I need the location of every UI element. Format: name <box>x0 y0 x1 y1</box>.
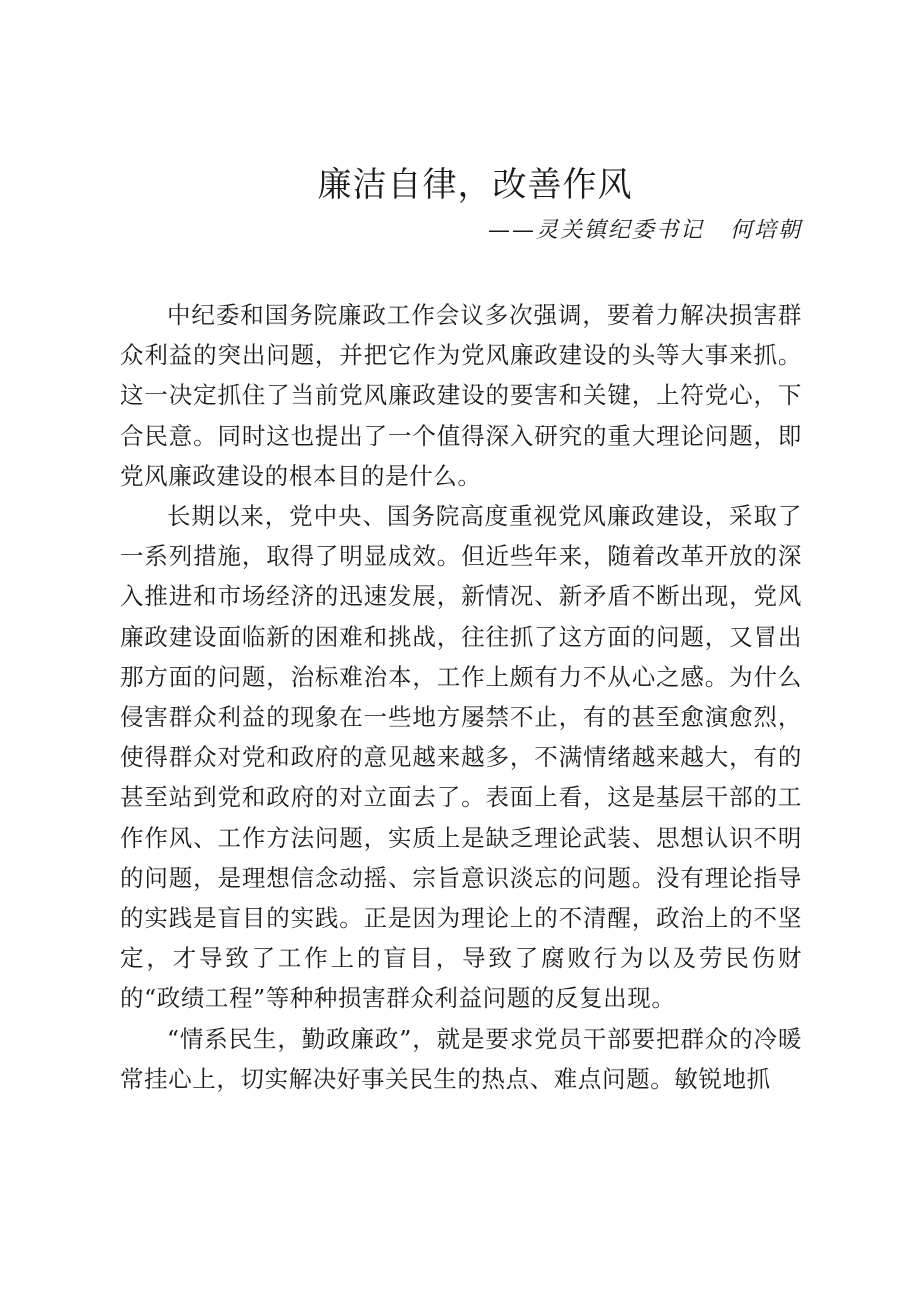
byline-position: ——灵关镇纪委书记 <box>487 218 704 243</box>
document-title: 廉洁自律，改善作风 <box>317 165 633 205</box>
article-body <box>120 295 802 1099</box>
paragraph-3: “情系民生，勤政廉政”，就是要求党员干部要把群众的冷暖常挂心上，切实解决好事关民生的热点、难点问题。敏锐地抓 <box>120 1024 802 1093</box>
paragraph-2: 长期以来，党中央、国务院高度重视党风廉政建设，采取了一系列措施，取得了明显成效。但近些年来，随着改革开放的深入推进和市场经济的迅速发展，新情况、新矛盾不断出现，党风廉政建设面临新的困难和挑战，往往抓了这方面的问题，又冒出那方面的问题，治标难治本，工作上颇有力不从心之感。为什么侵害群众利益的现象在一些地方屡禁不止，有的甚至愈演愈烈，使得群众对党和政府的意见越来越多，不满情绪越来越大，有的甚至站到党和政府的对立面去了。表面上看，这是基层干部的工作作风、工作方法问题，实质上是缺乏理论武装、思想认识不明的问题，是理想信念动摇、宗旨意识淡忘的问题。没有理论指导的实践是盲目的实践。正是因为理论上的不清醒，政治上的不坚定，才导致了工作上的盲目，导致了腐败行为以及劳民伤财的“政绩工程”等种种损害群众利益问题的反复出现。 <box>120 502 802 1013</box>
paragraph-1: 中纪委和国务院廉政工作会议多次强调，要着力解决损害群众利益的突出问题，并把它作为党风廉政建设的头等大事来抓。这一决定抓住了当前党风廉政建设的要害和关键，上符党心，下合民意。同时这也提出了一个值得深入研究的重大理论问题，即党风廉政建设的根本目的是什么。 <box>120 301 802 490</box>
author-byline <box>488 214 802 248</box>
byline-author-name: 何培朝 <box>729 218 802 243</box>
